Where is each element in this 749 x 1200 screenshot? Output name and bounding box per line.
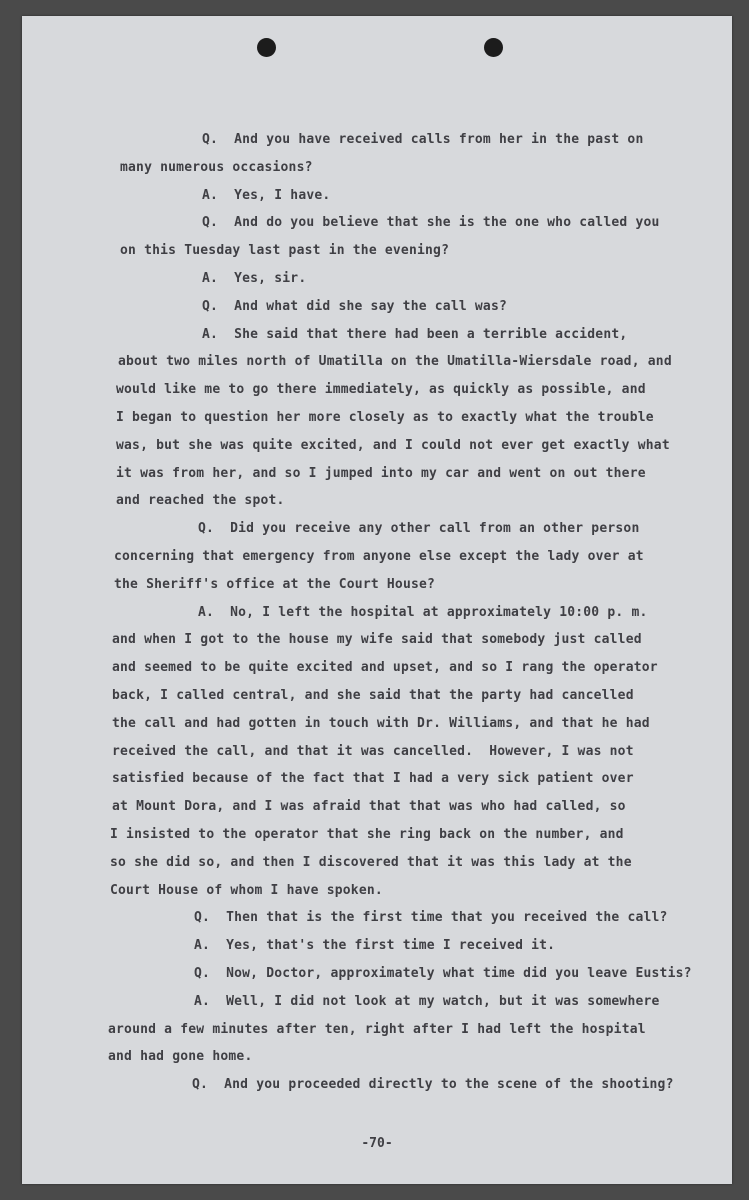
transcript-line: and when I got to the house my wife said that somebody just called [112, 632, 642, 648]
transcript-line: many numerous occasions? [120, 159, 313, 175]
document-page [22, 16, 732, 1184]
transcript-line: around a few minutes after ten, right after I had left the hospital [108, 1021, 646, 1037]
transcript-line: received the call, and that it was cancelled. However, I was not [112, 743, 634, 759]
transcript-line: I insisted to the operator that she ring back on the number, and [110, 826, 624, 842]
transcript-line: it was from her, and so I jumped into my car and went on out there [116, 465, 646, 481]
transcript-line: A. She said that there had been a terrible accident, [202, 326, 628, 342]
transcript-line: Q. And you have received calls from her in the past on [202, 132, 644, 147]
transcript-line: concerning that emergency from anyone else except the lady over at [114, 548, 644, 564]
transcript-line: would like me to go there immediately, as quickly as possible, and [116, 382, 646, 398]
transcript-line: I began to question her more closely as to exactly what the trouble [116, 409, 654, 425]
transcript-line: A. Well, I did not look at my watch, but it was somewhere [194, 993, 660, 1009]
transcript-line: Q. Now, Doctor, approximately what time did you leave Eustis? [194, 965, 692, 981]
punch-hole-left [257, 38, 276, 57]
punch-hole-right [484, 38, 503, 57]
transcript-line: and seemed to be quite excited and upset, and so I rang the operator [112, 660, 658, 676]
transcript-line: Court House of whom I have spoken. [110, 882, 383, 898]
transcript-line: about two miles north of Umatilla on the Umatilla-Wiersdale road, and [118, 354, 672, 370]
transcript-line: satisfied because of the fact that I had a very sick patient over [112, 771, 634, 787]
transcript-line: Q. And you proceeded directly to the scene of the shooting? [192, 1077, 674, 1093]
transcript-line: the Sheriff's office at the Court House? [114, 576, 436, 592]
transcript-line: was, but she was quite excited, and I could not ever get exactly what [116, 437, 670, 453]
transcript-line: so she did so, and then I discovered that it was this lady at the [110, 854, 632, 870]
transcript-line: Q. And what did she say the call was? [202, 298, 508, 314]
transcript-line: the call and had gotten in touch with Dr. Williams, and that he had [112, 715, 650, 731]
transcript-line: Q. And do you believe that she is the one who called you [202, 215, 660, 231]
transcript-line: A. Yes, I have. [202, 187, 331, 203]
page-number: -70- [361, 1136, 393, 1151]
transcript-line: A. Yes, that's the first time I received it. [194, 938, 556, 954]
transcript-line: and had gone home. [108, 1049, 253, 1065]
transcript-line: Q. Then that is the first time that you received the call? [194, 910, 668, 926]
transcript-line: Q. Did you receive any other call from an other person [198, 521, 640, 537]
transcript-line: back, I called central, and she said that the party had cancelled [112, 687, 634, 703]
transcript-line: and reached the spot. [116, 493, 285, 509]
transcript-line: A. No, I left the hospital at approximately 10:00 p. m. [198, 604, 648, 620]
transcript-line: A. Yes, sir. [202, 270, 307, 286]
transcript-line: at Mount Dora, and I was afraid that that was who had called, so [112, 799, 626, 815]
transcript-line: on this Tuesday last past in the evening? [120, 243, 450, 259]
transcript-body [22, 126, 732, 1099]
